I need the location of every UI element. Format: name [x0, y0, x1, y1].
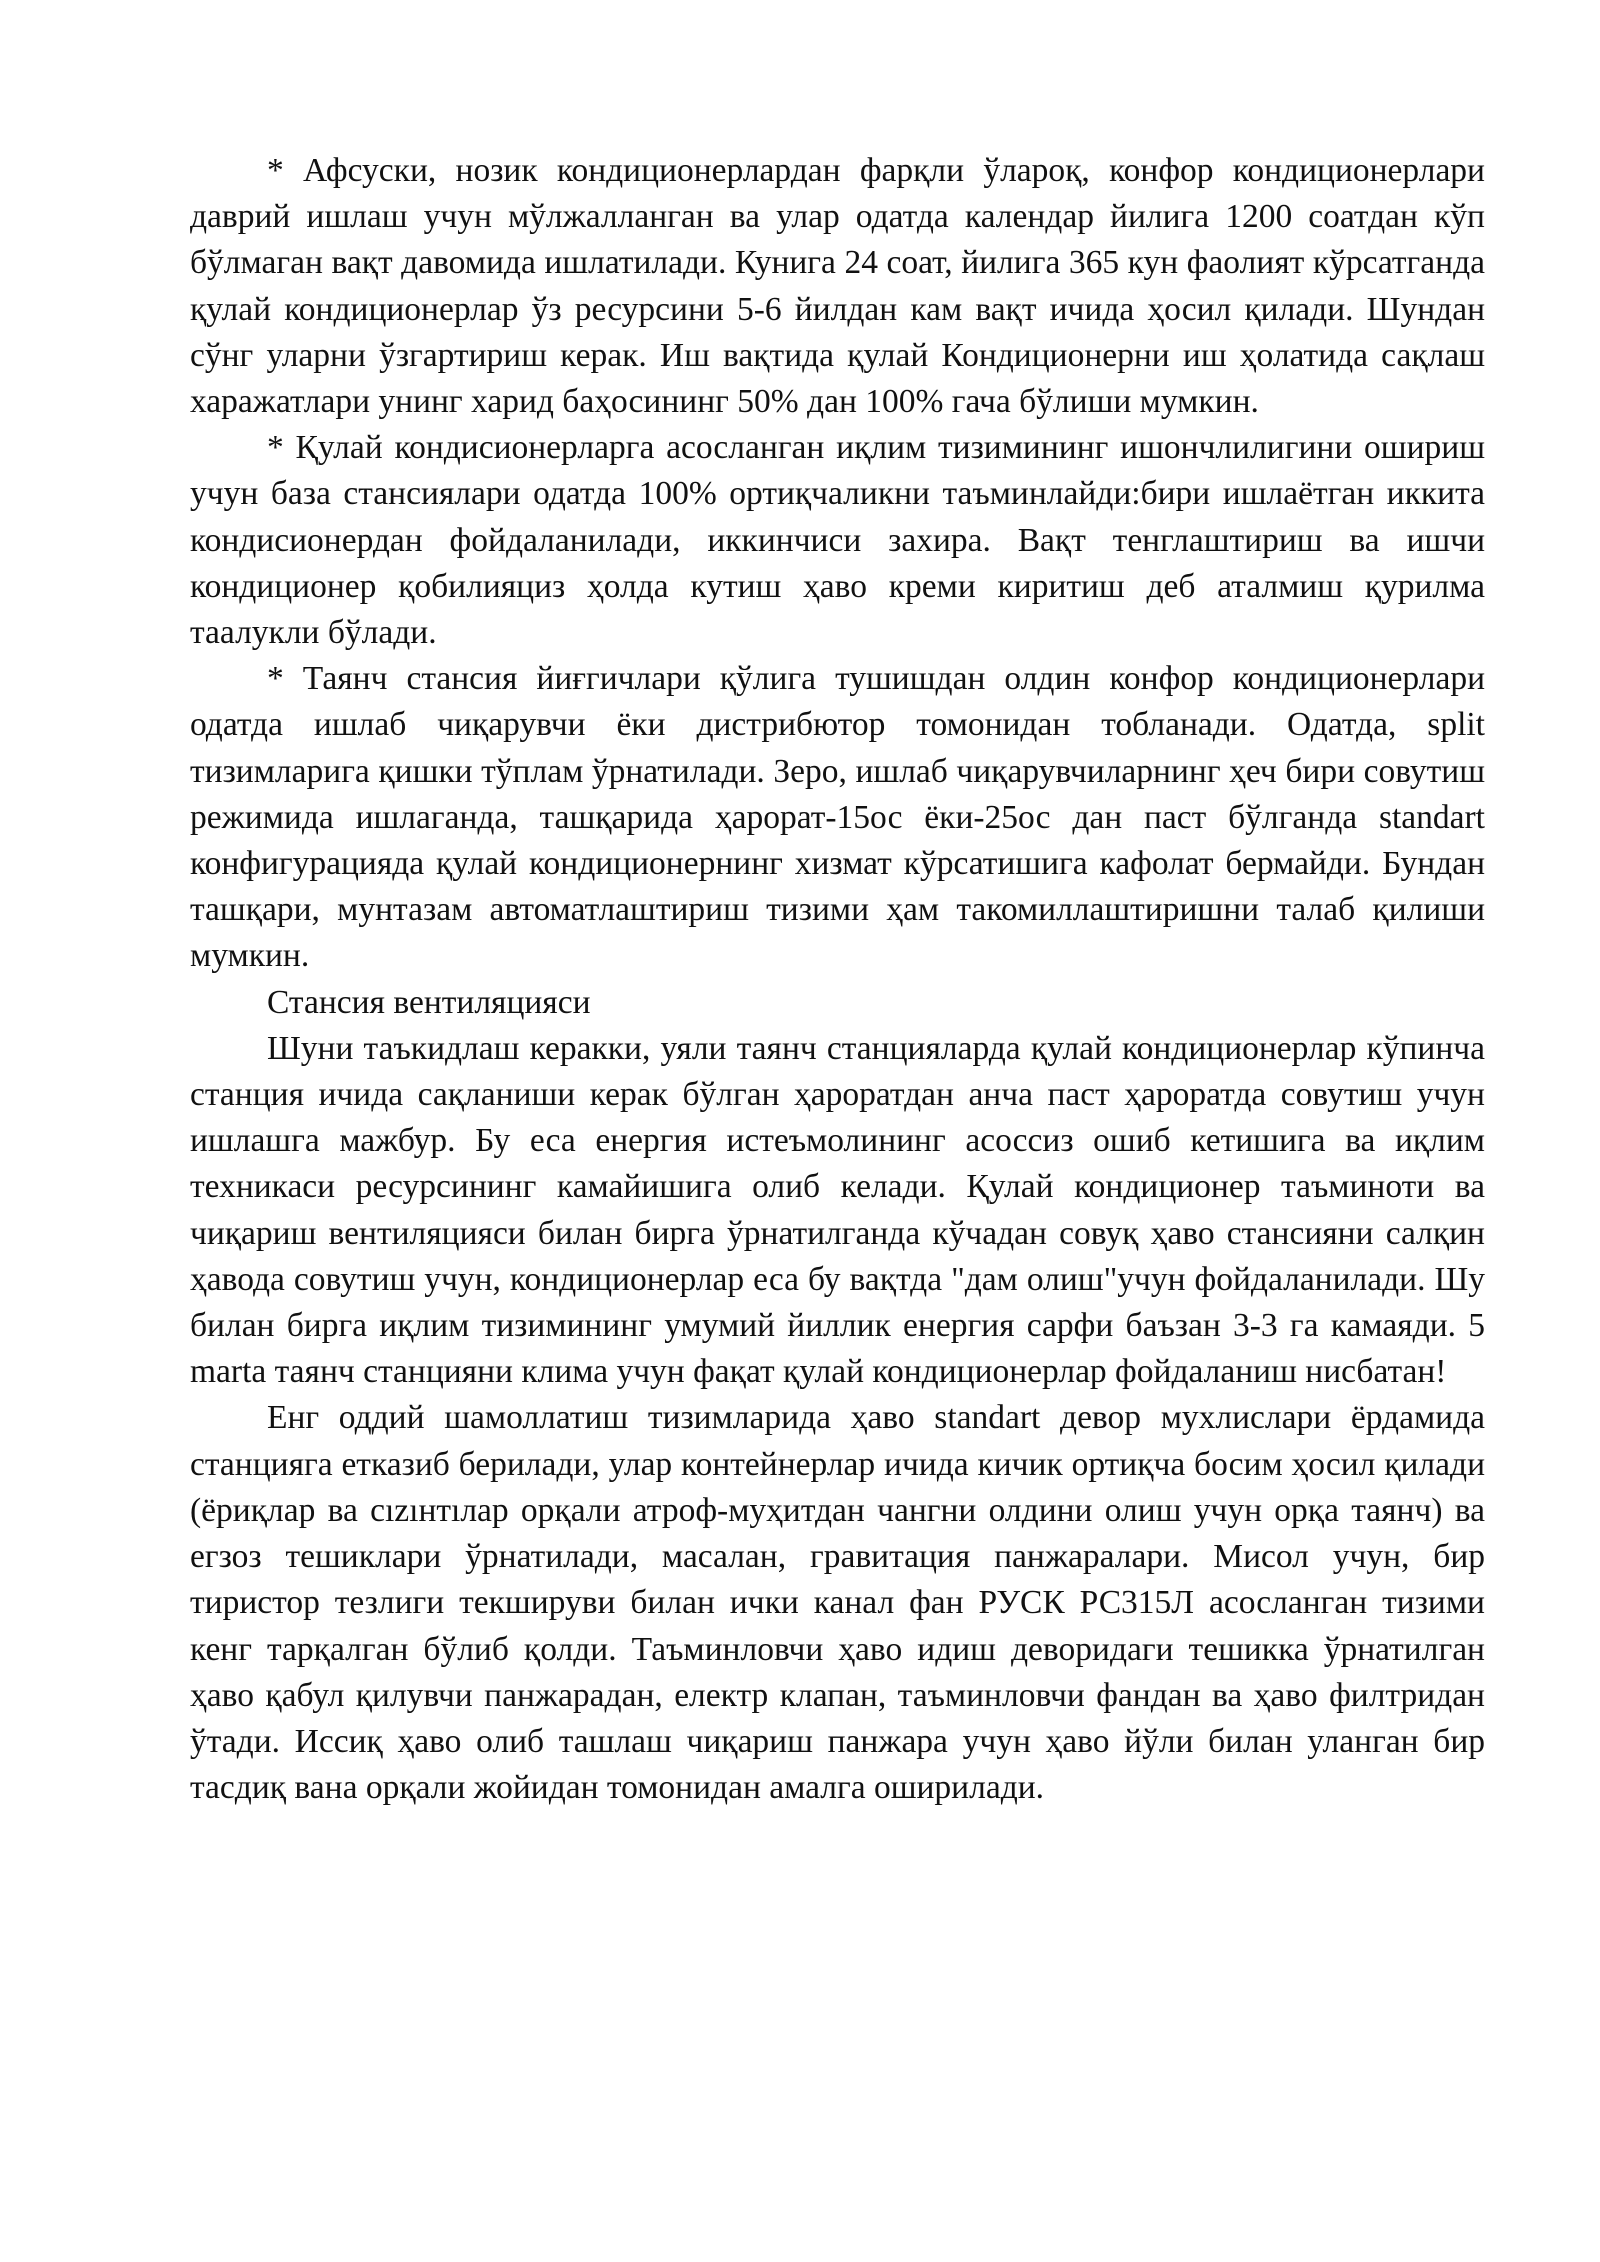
paragraph-3: * Таянч стансия йиғгичлари қўлига тушишдан олдин конфор кондиционерлари одатда ишлаб чиқарувчи ёки дистрибютор томонидан тобланади. Одатда, split тизимларига қишки тўплам ўрнатилади. Зеро, ишлаб чиқарувчиларнинг ҳеч бири совутиш режимида ишлаганда, ташқарида ҳарорат-15ос ёки-25ос дан паст бўлганда standart конфигурацияда қулай кондиционернинг хизмат кўрсатишига кафолат бермайди. Бундан ташқари, мунтазам автоматлаштириш тизими ҳам такомиллаштиришни талаб қилиши мумкин. — [190, 660, 1485, 975]
paragraph-2: * Қулай кондисионерларга асосланган иқлим тизимининг ишончлилигини ошириш учун база стансиялари одатда 100% ортиқчаликни таъминлайди:бири ишлаётган иккита кондисионердан фойдаланилади, иккинчиси захира. Вақт тенглаштириш ва ишчи кондиционер қобилияциз ҳолда кутиш ҳаво креми киритиш деб аталмиш қурилма таалукли бўлади. — [190, 429, 1485, 652]
document-page — [190, 148, 1485, 1811]
paragraph-5: Енг оддий шамоллатиш тизимларида ҳаво standart девор мухлислари ёрдамида станцияга етказиб берилади, улар контейнерлар ичида кичик ортиқча босим ҳосил қилади (ёриқлар ва сızıнтıлар орқали атроф-муҳитдан чангни олдини олиш учун орқа таянч) ва егзоз тешиклари ўрнатилади, масалан, гравитация панжаралари. Мисол учун, бир тиристор тезлиги текшируви билан ички канал фан РУСК РС315Л асосланган тизими кенг тарқалган бўлиб қолди. Таъминловчи ҳаво идиш деворидаги тешикка ўрнатилган ҳаво қабул қилувчи панжарадан, електр клапан, таъминловчи фандан ва ҳаво филтридан ўтади. Иссиқ ҳаво олиб ташлаш чиқариш панжара учун ҳаво йўли билан уланган бир тасдиқ вана орқали жойидан томонидан амалга оширилади. — [190, 1399, 1485, 1807]
section-heading: Стансия вентиляцияси — [267, 983, 591, 1021]
paragraph-1: * Афсуски, нозик кондиционерлардан фарқли ўлароқ, конфор кондиционерлари даврий ишлаш учун мўлжалланган ва улар одатда календар йилига 1200 соатдан кўп бўлмаган вақт давомида ишлатилади. Кунига 24 соат, йилига 365 кун фаолият кўрсатганда қулай кондиционерлар ўз ресурсини 5-6 йилдан кам вақт ичида ҳосил қилади. Шундан сўнг уларни ўзгартириш керак. Иш вақтида қулай Кондиционерни иш ҳолатида сақлаш харажатлари унинг харид баҳосининг 50% дан 100% гача бўлиши мумкин. — [190, 152, 1485, 421]
paragraph-4: Шуни таъкидлаш керакки, уяли таянч станцияларда қулай кондиционерлар кўпинча станция ичида сақланиши керак бўлган ҳароратдан анча паст ҳароратда совутиш учун ишлашга мажбур. Бу еса енергия истеъмолининг асоссиз ошиб кетишига ва иқлим техникаси ресурсининг камайишига олиб келади. Қулай кондиционер таъминоти ва чиқариш вентиляцияси билан бирга ўрнатилганда кўчадан совуқ ҳаво стансияни салқин ҳавода совутиш учун, кондиционерлар еса бу вақтда "дам олиш"учун фойдаланилади. Шу билан бирга иқлим тизимининг умумий йиллик енергия сарфи баъзан 3-3 га камаяди. 5 marta таянч станцияни клима учун фақат қулай кондиционерлар фойдаланиш нисбатан! — [190, 1029, 1485, 1391]
